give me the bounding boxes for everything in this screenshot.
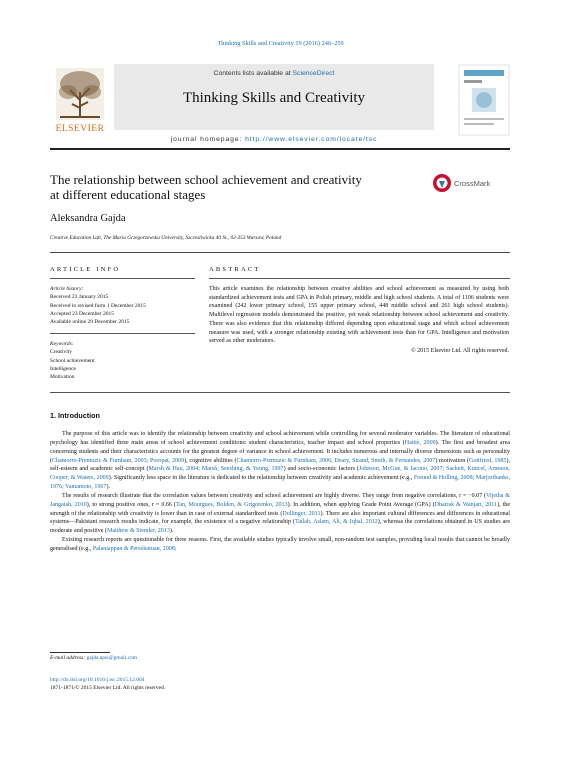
paragraph-text: ), self-esteem and academic self-concept ( [50, 457, 510, 473]
section-heading-introduction: 1. Introduction [50, 411, 100, 420]
history-item: Accepted 23 December 2015 [50, 310, 114, 317]
history-item: Available online 29 December 2015 [50, 319, 130, 326]
sciencedirect-link[interactable]: ScienceDirect [292, 70, 335, 77]
paragraph-text: Existing research reports are questionable for three reasons. First, the available studies typically involve small, non-random test samples, providing local results that cannot be broadly generalised (e.g., [50, 537, 510, 552]
homepage-link[interactable]: http://www.elsevier.com/locate/tsc [245, 136, 378, 143]
abstract-rule [209, 278, 510, 279]
paragraph [50, 492, 510, 536]
copyright-notice: © 2015 Elsevier Ltd. All rights reserved. [411, 347, 509, 354]
keyword: Motivation [50, 374, 75, 381]
paragraph-text: ). There are also important cultural differences and differences in educational systems—Pakistani research results indicate, for example, the existence of a negative relationship ( [50, 510, 510, 526]
info-rule [50, 278, 195, 279]
section-rule [50, 392, 510, 393]
abstract-heading: ABSTRACT [209, 266, 261, 273]
paragraph-text: ). In addition, when applying Grade Point Average (GPA) ( [287, 501, 435, 508]
citation-link[interactable]: Tatlah, Aslam, Ali, & Iqbal, 2012 [294, 519, 378, 526]
paragraph-text: ). [106, 484, 110, 491]
citation-link[interactable]: Hattie, 2009 [404, 439, 436, 446]
author-affiliation: Creative Education Lab, The Maria Grzegorzewska University, Szczesliwicka 40 St., 02-353 Warsaw, Poland [50, 235, 282, 241]
article-title [50, 172, 420, 202]
citation-link[interactable]: Dollinger, 2011 [282, 510, 321, 517]
citation-link[interactable]: Vijetha & Jangaiah, 2010 [50, 492, 510, 508]
homepage-label: journal homepage: [170, 136, 246, 143]
keywords-list [50, 340, 195, 381]
paragraph-text: ), cognitive abilities ( [184, 457, 237, 464]
paragraph-text: ), to strong positive ones, r = 0.66 ( [86, 501, 176, 508]
email-label: E-mail address: [50, 655, 87, 661]
section-rule [50, 252, 510, 253]
paragraph-text: ). Significantly less space in the literature is dedicated to the relationship between creativity and academic achievement (e.g., [108, 475, 414, 482]
paragraph-text: The purpose of this article was to identify the relationship between creativity and school achievement while controlling for several moderator variables. The literature of educational psychology has identified three main areas of school achievement conditions: student characteristics, teacher impact and school properties ( [50, 431, 510, 446]
introduction-body [50, 430, 510, 554]
author-email-footnote [50, 655, 137, 661]
citation-link[interactable]: Chamorro-Premuzic & Furnham, 2003; Poropat, 2009 [52, 457, 185, 464]
contents-banner [114, 64, 434, 130]
citation-link[interactable]: Marsh & Hau, 2004; Marsh, Seeshing, & Yeung, 1997 [148, 466, 284, 473]
paragraph-text: ). The first and broadest area concerning students and their characteristics accounts for the greatest degree of variance in school achievement. It includes numerous and internally diverse dimensions such as personality ( [50, 439, 510, 464]
citation-link[interactable]: Dhatrak & Wanjari, 2011 [434, 501, 498, 508]
paragraph [50, 536, 510, 554]
journal-homepage [114, 136, 434, 143]
history-item: Received 23 January 2015 [50, 294, 109, 301]
abstract-text: This article examines the relationship between creative abilities and school achievement as measured by using both standardized achievement tests and GPA in Polish primary, middle and high school students. A total of 1106 students were examined (242 lower primary school, 155 upper primary school, 448 middle school and 261 high school students). Multilevel regression models demonstrated the positive, yet weak relationship between school achievement and creativity. There was also evidence that this relationship differed depending upon educational stage and which school achievement measure was used, with a stronger relationship existing with achievement tests than for GPA. Intelligence and motivation served as other moderators. [209, 286, 509, 345]
citation-link[interactable]: Johnson, McGue, & Iacono, 2007; Sackett, Kuncel, Arneson, Cooper, & Waters, 2009 [50, 466, 510, 482]
journal-reference[interactable]: Thinking Skills and Creativity 19 (2016) 246–259 [217, 40, 344, 47]
citation-link[interactable]: Palaniappan & Persekutuan, 2008; [92, 545, 177, 552]
keywords-rule [50, 333, 195, 334]
citation-link[interactable]: Matthew & Stemler, 2013 [106, 528, 170, 535]
keyword: Creativity [50, 349, 72, 356]
journal-header [50, 64, 510, 148]
paragraph-text: ). [169, 528, 174, 535]
journal-title: Thinking Skills and Creativity [182, 90, 366, 106]
doi-link[interactable]: http://dx.doi.org/10.1016/j.tsc.2015.12.004 [50, 677, 145, 683]
paragraph [50, 430, 510, 492]
contents-prefix: Contents lists available at [213, 70, 293, 77]
footnote-rule [50, 652, 110, 653]
paragraph-text: ), whereas the correlations obtained in US studies are moderate and positive ( [50, 519, 511, 535]
citation-link[interactable]: Gottfried, 1985 [468, 457, 507, 464]
title-line-2: at different educational stages [50, 187, 206, 202]
keyword: Intelligence [50, 365, 76, 372]
crossmark-label: CrossMark [454, 179, 491, 188]
history-label: Article history: [50, 286, 84, 292]
article-info-heading: ARTICLE INFO [50, 266, 121, 273]
citation-link[interactable]: Chamorro-Premuzic & Furnham, 2006; Deary, Strand, Smith, & Fernandes, 2007 [236, 457, 436, 464]
doi-block [50, 676, 165, 692]
publisher-logo-text: ELSEVIER [55, 124, 105, 134]
issn-line: 1871-1871/© 2015 Elsevier Ltd. All rights reserved. [50, 685, 166, 691]
title-line-1: The relationship between school achievement and creativity [50, 172, 362, 187]
author-name: Aleksandra Gajda [50, 213, 126, 224]
article-history [50, 285, 195, 326]
journal-cover-icon [458, 64, 510, 136]
paragraph-text: The results of research illustrate that the correlation values between creativity and school achievement are highly diverse. They range from negative correlations, r = −0.07 ( [62, 492, 487, 499]
header-rule [50, 148, 510, 150]
email-link[interactable]: gajda.apsi@gmail.com [86, 655, 138, 661]
paragraph-text: ) motivation ( [435, 457, 469, 464]
paragraph-text: ), the strength of the relationship with creativity is lower than in case of external standardized tests ( [50, 501, 511, 517]
crossmark-icon[interactable] [432, 173, 512, 193]
keywords-label: Keywords: [50, 341, 74, 347]
citation-link[interactable]: Freund & Holling, 2008; Marjoribanks, 1976; Yamamoto, 1967 [50, 475, 510, 491]
citation-link[interactable]: Tan, Mourgues, Bolden, & Grigorenko, 2013 [175, 501, 288, 508]
keyword: School achievement [50, 357, 95, 364]
history-item: Received in revised form 1 December 2015 [50, 302, 146, 309]
abstract-body [209, 285, 509, 356]
contents-line [114, 70, 434, 77]
paragraph-text: ) and socio-economic factors ( [283, 466, 359, 473]
